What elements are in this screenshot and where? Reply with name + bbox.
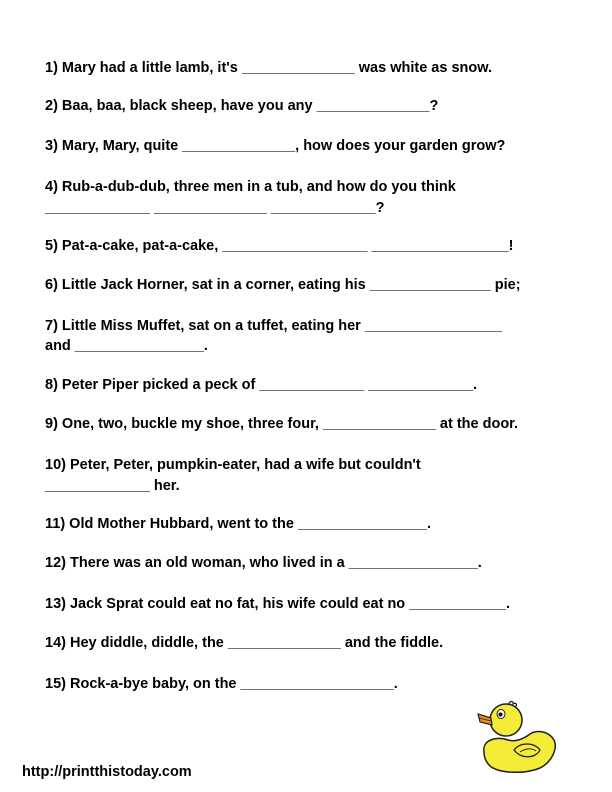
question-13: 13) Jack Sprat could eat no fat, his wife could eat no ____________. <box>45 596 510 612</box>
question-2: 2) Baa, baa, black sheep, have you any ______________? <box>45 98 439 114</box>
question-12: 12) There was an old woman, who lived in a ________________. <box>45 555 482 571</box>
question-4-line-1: 4) Rub-a-dub-dub, three men in a tub, and how do you think <box>45 179 456 195</box>
question-14: 14) Hey diddle, diddle, the ______________ and the fiddle. <box>45 635 444 651</box>
question-10-line-2: _____________ her. <box>45 478 180 494</box>
question-3: 3) Mary, Mary, quite ______________, how does your garden grow? <box>45 138 506 154</box>
rubber-duck-icon <box>474 700 558 774</box>
question-5: 5) Pat-a-cake, pat-a-cake, __________________ _________________! <box>45 238 514 254</box>
question-7-line-1: 7) Little Miss Muffet, sat on a tuffet, eating her _________________ <box>45 318 502 334</box>
question-15: 15) Rock-a-bye baby, on the ___________________. <box>45 676 398 692</box>
footer-url[interactable]: http://printthistoday.com <box>22 764 192 780</box>
question-9: 9) One, two, buckle my shoe, three four, ______________ at the door. <box>45 416 519 432</box>
question-1: 1) Mary had a little lamb, it's ______________ was white as snow. <box>45 60 492 76</box>
question-8: 8) Peter Piper picked a peck of _____________ _____________. <box>45 377 478 393</box>
question-7-line-2: and ________________. <box>45 338 208 354</box>
question-6: 6) Little Jack Horner, sat in a corner, eating his _______________ pie; <box>45 277 521 293</box>
question-4-line-2: _____________ ______________ _____________? <box>45 200 385 216</box>
question-11: 11) Old Mother Hubbard, went to the ________________. <box>45 516 432 532</box>
duck-head <box>490 704 522 736</box>
question-10-line-1: 10) Peter, Peter, pumpkin-eater, had a wife but couldn't <box>45 457 421 473</box>
